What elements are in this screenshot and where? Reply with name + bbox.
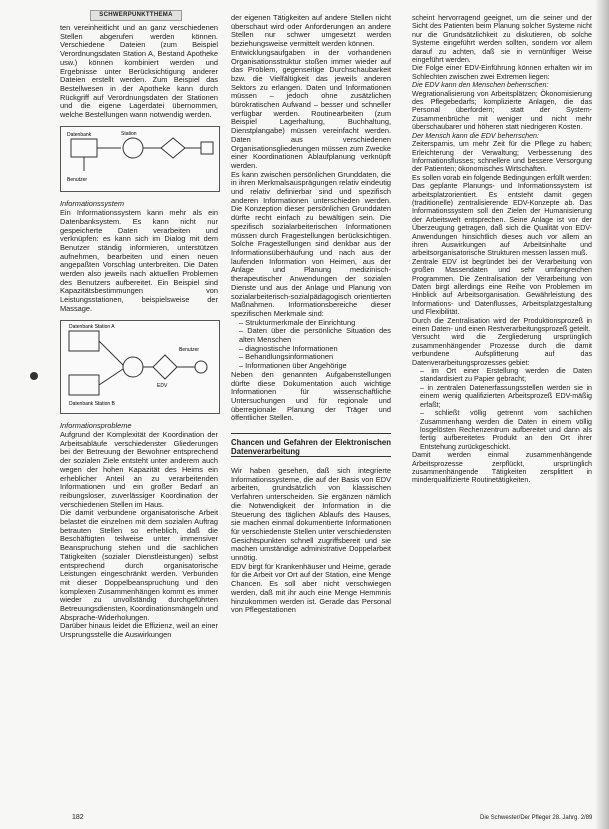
col2-para-3: Es kann zwischen persönlichen Grunddaten, die in ihren Merkmalsausprägungen relativ eindeutig und relativ definierbar sind und spezifisch anderen Informationen unterschieden werden. Die Konzeption dieser persönlichen Grunddaten dürfte recht einfach zu bewältigen sein. Die spezifisch sozialarbeiterischen Informationen müssen durch Fragestellungen berücksichtigen. Solche Fragestellungen sind denkbar aus der Informationsüberhäufung und nach aus der laufenden Information von Heimen, aus der Anlage und Planung medizinisch-therapeutischer Anwendungen der sozialen Dienste und aus der Anlage und Planung von sozialarbeiterisch-sozialpädagogisch orientierten Maßnahmen. Informationsbereiche dieser spezifischen Merkmale sind: bbox=[231, 169, 391, 318]
list-item: – Informationen über Angehörige bbox=[239, 362, 391, 371]
diagram2-label-2: EDV bbox=[157, 382, 168, 389]
column-1 bbox=[60, 24, 218, 640]
page-number: 182 bbox=[72, 814, 84, 821]
journal-footer: Die Schwester/Der Pfleger 28. Jahrg. 2/89 bbox=[480, 815, 593, 821]
list-item: – Behandlungsinformationen bbox=[239, 353, 391, 362]
article-subheadline: Chancen und Gefahren der Elektronischen Datenverarbeitung bbox=[231, 438, 391, 457]
col1-para-4: Darüber hinaus leidet die Effizienz, weil an einer Ursprungsstelle die Auswirkungen bbox=[60, 621, 218, 640]
col2-para-5: Wir haben gesehen, daß sich integrierte Informationssysteme, die auf der Basis von EDV arbeiten, grundsätzlich von klassischen Verfahren unterscheiden. Sie ergänzen nämlich die Notwendigkeit der Information in die Steuerung des täglichen Ablaufs des Hauses, sie machen einmal dokumentierte Informationen für verschiedenste Stellen unter verschiedensten Gesichtspunkten schnell zugriffsbereit und sie machen umständige administrative Doppelarbeit unnötig. bbox=[231, 466, 391, 563]
diagram2-label-1: Datenbank Station B bbox=[69, 400, 115, 407]
section-label: SCHWERPUNKTTHEMA bbox=[90, 10, 182, 21]
col3-para-9: Versucht wird die Zergliederung ursprünglich zusammenhängender Prozesse durch die damit verbundene Aufsplitterung auf das Datenverarbeitungsprozesses gebiet: bbox=[412, 333, 592, 367]
col1-para-2: Aufgrund der Komplexität der Koordination der Arbeitsabläufe verschiedenster Gliederungen bei der Betreuung der Bewohner entsprechend der sozialen Ziele entsteht unter anderem auch wegen der hohen Kapazität des Heims ein erheblicher Anteil an zu verarbeitenden Informationen und ein großer Bedarf an reibungsloser, zuverlässiger Koordination der verschiedenen Stellen im Haus. bbox=[60, 429, 218, 509]
diagram1-label-2: Station bbox=[121, 130, 137, 137]
diagram-information-system bbox=[60, 320, 220, 414]
col3-para-10: Damit werden einmal zusammenhängende Arbeitsprozesse zerpflückt, ursprünglich zusammenhängende Tätigkeiten zersplittert in minderqualifizierte Routinetätigkeiten. bbox=[412, 451, 592, 485]
list-item: – Daten über die persönliche Situation des alten Menschen bbox=[239, 327, 391, 344]
col3-list bbox=[412, 367, 592, 451]
column-3 bbox=[412, 14, 592, 485]
col2-para-4: Neben den genannten Aufgabenstellungen dürfte diese Dokumentation auch wichtige Informationen für wissenschaftliche Untersuchungen und für regionale und überregionale Planung der Träger und öffentlicher Stellen. bbox=[231, 369, 391, 423]
divider-bottom bbox=[231, 456, 391, 457]
diagram2-label-0: Datenbank Station A bbox=[69, 323, 115, 330]
col3-para-2: Die Folge einer EDV-Einführung können erhalten wir im Schlechten zwischen zwei Extremen liegen: bbox=[412, 64, 592, 81]
col3-para-4: Zeitersparnis, um mehr Zeit für die Pflege zu haben; Erleichterung der Verwaltung; Verbesserung des Informationsflusses; schnellere und bessere Versorgung der Patienten; ökonomisches Wirtschaften. bbox=[412, 140, 592, 174]
list-item: – Strukturmerkmale der Einrichtung bbox=[239, 319, 391, 328]
col3-para-7: Zentrale EDV ist begründet bei der Verarbeitung von großen Massendaten und sehr umfangreichen Programmen. Die Zentralisation der Verarbeitung von Daten birgt allerdings eine Reihe von Problemen im Hinblick auf Arbeitsorganisation. Gewährleistung des Informations- und Datenflusses, Arbeitsplatzgestaltung und Flexibilität. bbox=[412, 257, 592, 317]
col1-para-3: Die damit verbundene organisatorische Arbeit belastet die einzelnen mit dem sozialen Auftrag betrauten Stellen so erheblich, daß die Beschäftigten teilweise unter immensiver Beanspruchung stehen und die sachlichen Tätigkeiten (sozialer Dienstleistungen) selbst entsprechend durch organisatorische Leistungen eingeschränkt werden. Verbunden mit dieser Doppelbeanspruchung und den komplexen Zusammenhängen kommt es immer wieder zu unvollständig durchgeführten Betreuungsdiensten, Koordinationsmängeln und Absprache-Widerholungen. bbox=[60, 508, 218, 622]
diagram1-label-1: Benutzer bbox=[67, 176, 88, 183]
diagram2-label-3: Benutzer bbox=[179, 346, 200, 353]
col3-subhead-1: Die EDV kann den Menschen beherrschen: bbox=[412, 81, 549, 90]
divider-top bbox=[231, 433, 391, 434]
diagram1-label-0: Datenbank bbox=[67, 131, 92, 138]
list-item: – im Ort einer Erstellung werden die Daten standardisiert zu Papier gebracht; bbox=[420, 367, 592, 384]
col3-para-8: Durch die Zentralisation wird der Produktionsprozeß in einen Daten- und einen Restverarbeitungsprozeß geteilt. bbox=[412, 316, 592, 334]
col2-para-1: der eigenen Tätigkeiten auf andere Stellen nicht überschaut wird oder Anforderungen an andere Stellen nur schwer umgesetzt werden beziehungsweise vermittelt werden können. bbox=[231, 13, 391, 49]
list-item: – diagnostische Informationen bbox=[239, 345, 391, 354]
col2-para-2: Entwicklungsaufgaben in der vorhandenen Organisationsstruktur stoßen immer wieder auf das Problem, gegenseitige Durchschaubarkeit bzw. die Vielfältigkeit das jeweils anderen Sektors zu erlangen. Daten und Informationen müssen – jedoch ohne zusätzlichen bürokratischen Aufwand – besser und schneller verfügbar werden. Routinearbeiten (zum Beispiel Lagerhaltung, Buchhaltung, Dienstplangabe) müssen vereinfacht werden. Daten aus verschiedenen Organisationsgliederungen müssen zum Zwecke einer Koordinationen Ablaufplanung verknüpft werden. bbox=[231, 47, 391, 170]
list-item: – schließt völlig getrennt vom sachlichen Zusammenhang werden die Daten in einem völlig losgelösten Rechenzentrum aufbereitet und dann als fertig aufbereitetes Produkt an den Ort ihrer Entstehung zurückgeschickt. bbox=[420, 409, 592, 451]
margin-punch-hole bbox=[30, 372, 38, 380]
col2-para-6: EDV birgt für Krankenhäuser und Heime, gerade für die Arbeit vor Ort auf der Station, eine Menge Chancen. Es soll aber nicht verschwiegen werden, daß mit ihr auch eine Menge Hemmnis hinzukommen werden ist. Gerade das Personal von Pflegestationen bbox=[231, 561, 391, 615]
col1-subhead-2: Informationsprobleme bbox=[60, 421, 132, 431]
col3-para-5: Es sollen vorab ein folgende Bedingungen erfüllt werden: bbox=[412, 173, 592, 182]
col1-intro: ten vereinheitlicht und an ganz verschiedenen Stellen abgerufen werden können. Verschiedene Dateien (zum Beispiel Verordnungsdaten Station A, Bestand Apotheke usw.) können kombiniert werden und Ergebnisse unter Berücksichtigung anderer Dateien erstellt werden. Zum Beispiel das Bestellwesen in der Apotheke kann durch Rückgriff auf Verordnungsdaten der Stationen und die eigene Lagerdatei übernommen, welche Bestellungen wann notwendig werden. bbox=[60, 23, 218, 120]
col1-para-1: Ein Informationssystem kann mehr als ein Datenbanksystem. Es kann nicht nur gespeicherte Daten verarbeiten und verknüpfen: es kann sich im Dialog mit dem Benutzer ständig informieren, unterstützen aufnehmen, bearbeiten und einen neuen angepaßten Vorschlag unterbreiten. Die Daten werden also jeweils nach aktuellen Problemen des Benutzers aufbereitet. Ein Beispiel sind Kapazitätsbestimmungen von Leistungsstationen, beispielsweise der Massage. bbox=[60, 208, 218, 313]
col1-subhead-1: Informationssystem bbox=[60, 199, 125, 209]
col3-para-6: Das geplante Planungs- und Informationssystem ist arbeitsplatzorientiert. Es entsteht damit gegen (traditionelle) zentralisierende EDV-Konzepte ab. Das Informationssystem soll den Zielen der Humanisierung der Arbeitswelt entsprechen. Seine Anlage ist vor der Überzeugung getragen, daß sich die Qualität von EDV-Anwendungen hinsichtlich dieses auch vor allem an ihren Auswirkungen auf Arbeitsinhalte und arbeitsorganisatorische Strukturen messen lassen muß. bbox=[412, 182, 592, 258]
col3-para-3: Wegrationalisierung von Arbeitsplätzen; Ökonomisierung des Pflegebedarfs; komplizierte Anlagen, die das Personal überfordern; statt der System-Zusammenbrüche mit weniger und nicht mehr überschaubarer und höheren statt niedrigeren Kosten. bbox=[412, 89, 592, 132]
list-item: – in zentralen Datenerfassungsstellen werden sie in einem wenig qualifizierten Arbeitsprozeß EDV-mäßig erfaßt; bbox=[420, 384, 592, 409]
col3-subhead-2: Der Mensch kann die EDV beherrschen: bbox=[412, 131, 539, 140]
column-2 bbox=[231, 14, 391, 615]
binding-shadow bbox=[595, 0, 609, 829]
diagram-database bbox=[60, 126, 220, 192]
col2-list bbox=[231, 319, 391, 371]
col3-para-1: scheint hervorragend geeignet, um die seiner und der Sicht des Patienten beim Planung solcher Systeme nicht nur die Grundsätzlichkeit zu diskutieren, ob solche Systeme eingeführt werden sollten, sondern vor allem darauf zu achten, daß sie in vernünftiger Weise eingeführt werden. bbox=[412, 14, 592, 65]
